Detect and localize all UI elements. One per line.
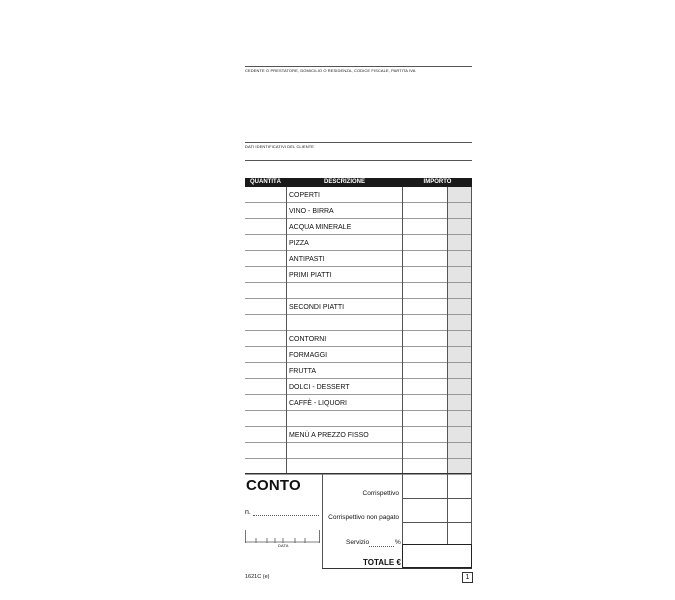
servizio-label: Servizio (346, 539, 370, 546)
table-row (245, 187, 472, 203)
cents-divider (447, 187, 448, 544)
table-header (245, 178, 472, 187)
right-border (471, 187, 472, 568)
footer-divider (322, 474, 323, 568)
client-line-2 (245, 160, 472, 161)
row-description: ANTIPASTI (289, 256, 325, 263)
client-label: DATI IDENTIFICATIVI DEL CLIENTE (245, 144, 315, 149)
corrispettivo-non-pagato-label: Corrispettivo non pagato (328, 514, 399, 521)
row-description: COPERTI (289, 192, 320, 199)
row-description: PRIMI PIATTI (289, 272, 332, 279)
column-quantity: QUANTITÀ (250, 179, 281, 185)
corrispettivo-non-pagato-line (402, 522, 471, 523)
table-row (245, 283, 472, 299)
table-row (245, 427, 472, 443)
table-row (245, 443, 472, 459)
table-row (245, 315, 472, 331)
column-amount: IMPORTO (423, 179, 452, 185)
table-row (245, 299, 472, 315)
table-row (245, 379, 472, 395)
row-description: FRUTTA (289, 368, 317, 375)
table-row (245, 235, 472, 251)
total-label: TOTALE € (363, 558, 401, 567)
table-row (245, 347, 472, 363)
number-label: n. (245, 509, 251, 516)
row-description: CAFFÈ - LIQUORI (289, 400, 347, 407)
table-row (245, 219, 472, 235)
conto-title: CONTO (246, 477, 301, 494)
table-row (245, 411, 472, 427)
servizio-dots (369, 546, 394, 547)
total-amount-box (402, 544, 472, 568)
row-description: ACQUA MINERALE (289, 224, 352, 231)
footer-bottom (322, 568, 472, 569)
page-number: 1 (462, 572, 473, 583)
row-description: VINO - BIRRA (289, 208, 334, 215)
column-description: DESCRIZIONE (323, 179, 365, 185)
table-bottom (245, 473, 472, 474)
table-row (245, 251, 472, 267)
qty-divider (286, 187, 287, 473)
corrispettivo-line (402, 498, 471, 499)
seller-label: CEDENTE O PRESTATORE, DOMICILIO O RESIDENZA, CODICE FISCALE, PARTITA IVA (245, 68, 416, 73)
seller-line (245, 66, 472, 67)
form-code: 1621C (e) (245, 574, 270, 580)
row-line (245, 474, 472, 475)
corrispettivo-label: Corrispettivo (362, 490, 399, 497)
number-dots (253, 515, 319, 516)
amount-divider (402, 187, 403, 568)
row-description: FORMAGGI (289, 352, 328, 359)
row-description: SECONDI PIATTI (289, 304, 345, 311)
client-line (245, 142, 472, 143)
table-row (245, 395, 472, 411)
table-row (245, 203, 472, 219)
row-description: CONTORNI (289, 336, 327, 343)
row-description: MENÙ A PREZZO FISSO (289, 432, 369, 439)
table-row (245, 363, 472, 379)
date-label: DATA (278, 543, 289, 548)
row-description: DOLCI - DESSERT (289, 384, 350, 391)
row-description: PIZZA (289, 240, 309, 247)
table-row (245, 331, 472, 347)
servizio-percent: % (395, 539, 401, 546)
table-row (245, 267, 472, 283)
